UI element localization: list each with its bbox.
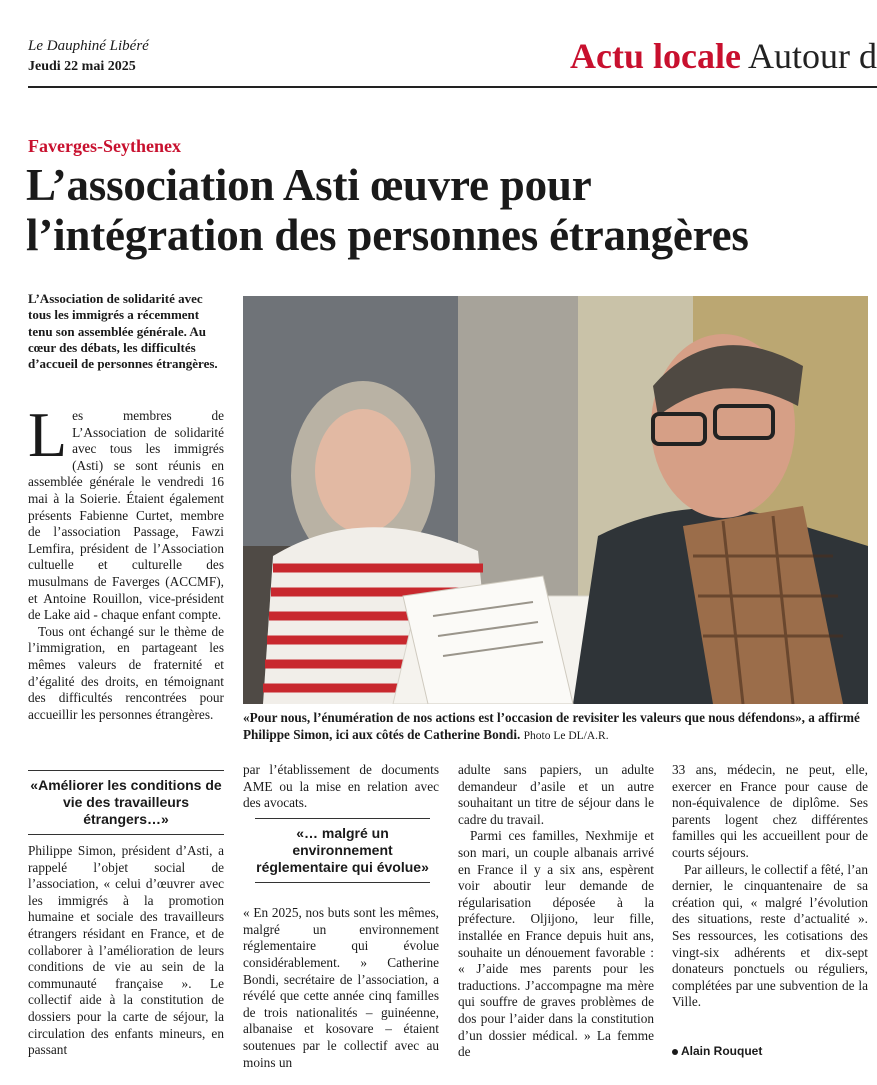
- photo-illustration: [243, 296, 868, 704]
- column-1: [28, 399, 224, 723]
- column-3-paragraph-1: adulte sans papiers, un adulte demandeur d’asile et un autre souhaitant un titre de séjour dans le cadre du travail.: [458, 762, 654, 827]
- paragraph-3: Philippe Simon, président d’Asti, a rappelé l’objet social de l’association, « celui d’œuvrer avec les immigrés à la promotion humaine et sociale des travailleurs étrangers résidant en France, et de collaborer à l’amélioration de leurs conditions de vie au sein de la communauté française ». Le collectif aide à la constitution de dossiers pour la carte de séjour, la circulation des enfants mineurs, en passant: [28, 843, 224, 1058]
- section-sub: Autour d: [748, 36, 877, 76]
- article-chapo: L’Association de solidarité avec tous les immigrés a récemment tenu son assemblée générale. Au cœur des débats, les difficultés d’accueil de personnes étrangères.: [28, 291, 218, 372]
- drop-cap: L: [28, 399, 68, 470]
- paragraph-1: es membres de L’Association de solidarité avec tous les immigrés (Asti) se sont réunis en assemblée générale le vendredi 16 mai à la Soierie. Étaient également présents Fabienne Curtet, membre de l’association Passage, Fawzi Lemfira, président de l’Association cultuelle et culturelle des musulmans de Faverges (ACCMF), et Antoine Rouillon, vice-président de Lake aid - chaque enfant compte.: [28, 408, 224, 623]
- paragraph-2: Tous ont échangé sur le thème de l’immigration, en partageant les mêmes valeurs de fraternité et d’égalité des droits, en témoignant des difficultés rencontrées pour accueillir les personnes étrangères.: [28, 623, 224, 722]
- caption-text: «Pour nous, l’énumération de nos actions est l’occasion de revisiter les valeurs que nous défendons», a affirmé Philippe Simon, ici aux côtés de Catherine Bondi.: [243, 710, 860, 742]
- pull-quote-1: «Améliorer les conditions de vie des travailleurs étrangers…»: [28, 770, 224, 835]
- section-header: [570, 38, 877, 74]
- column-1-continued: [28, 843, 224, 1059]
- article-kicker: Faverges-Seythenex: [28, 136, 181, 156]
- column-2: [243, 762, 439, 812]
- newspaper-name: Le Dauphiné Libéré: [28, 38, 149, 54]
- bullet-icon: [672, 1049, 678, 1055]
- pull-quote-2: «… malgré un environnement réglementaire qui évolue»: [255, 818, 430, 883]
- photo-caption: [243, 710, 868, 744]
- photo-credit: Photo Le DL/A.R.: [523, 729, 609, 742]
- author-signature: [672, 1044, 762, 1058]
- section-main: Actu locale: [570, 36, 741, 76]
- header-rule: [28, 86, 877, 88]
- headline-line-2: l’intégration des personnes étrangères: [26, 210, 749, 260]
- column-4: [672, 762, 868, 1011]
- author-name: Alain Rouquet: [681, 1044, 763, 1058]
- article-headline: [26, 160, 876, 260]
- article-photo: [243, 296, 868, 704]
- column-4-paragraph-1: 33 ans, médecin, ne peut, elle, exercer en France pour cause de non-équivalence de diplôme. Ses parents logent chez différentes familles qui les accueillent pour de courts séjours.: [672, 762, 868, 860]
- column-4-paragraph-2: Par ailleurs, le collectif a fêté, l’an dernier, le cinquantenaire de sa création qui, « malgré l’évolution des situations, reste d’actualité ». Ses ressources, les cotisations des vingt-six adhérents et dix-sept donateurs ponctuels ou réguliers, complétées par une subvention de la Ville.: [672, 861, 868, 1010]
- paragraph-4: « En 2025, nos buts sont les mêmes, malgré un environnement réglementaire qui évolue considérablement. » Catherine Bondi, secrétaire de l’association, a révélé que cette année cinq familles de trois nationalités – guinéenne, albanaise et kosovare – étaient soutenues par le collectif avec au moins un: [243, 905, 439, 1070]
- column-3: [458, 762, 654, 1061]
- issue-date: Jeudi 22 mai 2025: [28, 59, 136, 74]
- headline-line-1: L’association Asti œuvre pour: [26, 160, 592, 210]
- column-2-continued: [243, 892, 439, 1085]
- column-2-top: par l’établissement de documents AME ou la mise en relation avec des avocats.: [243, 762, 439, 811]
- column-3-paragraph-2: Parmi ces familles, Nexhmije et son mari, un couple albanais arrivé en France il y a six ans, espèrent voir aboutir leur demande de régularisation déposée à la préfecture. Oljijono, leur fille, installée en France depuis huit ans, souhaite un dénouement favorable : « J’aide mes parents pour les traductions. J’accompagne ma mère qui souffre de graves problèmes de dos pour l’aider dans la constitution d’un dossier médical. » La femme de: [458, 828, 654, 1060]
